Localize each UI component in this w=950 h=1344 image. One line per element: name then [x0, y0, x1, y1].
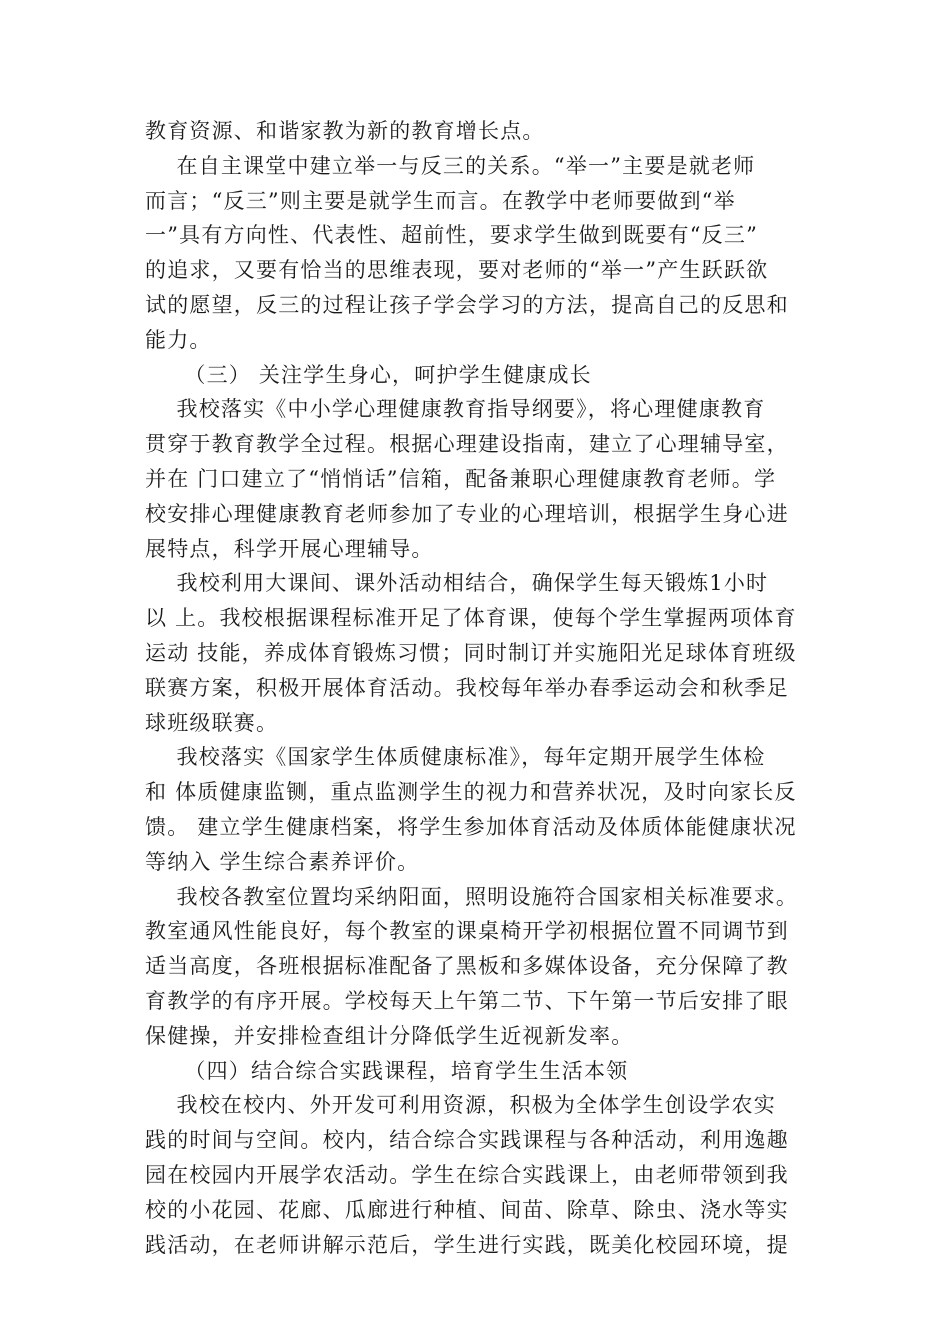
text-line: 园在校园内开展学农活动。学生在综合实践课上，由老师带领到我	[145, 1162, 789, 1187]
text-line: 并在 门口建立了“悄悄话”信箱，配备兼职心理健康教育老师。学	[145, 466, 777, 491]
text-line: 等纳入 学生综合素养评价。	[145, 849, 420, 874]
text-line: 校安排心理健康教育老师参加了专业的心理培训，根据学生身心进	[145, 501, 789, 526]
text-line: 我校在校内、外开发可利用资源，积极为全体学生创设学农实	[145, 1093, 776, 1118]
text-line: 在自主课堂中建立举一与反三的关系。“举一”主要是就老师	[145, 153, 756, 178]
text-line: 我校利用大课间、课外活动相结合，确保学生每天锻炼1小时	[145, 571, 769, 596]
text-line: 展特点，科学开展心理辅导。	[145, 536, 434, 561]
text-line: 的追求，又要有恰当的思维表现，要对老师的“举一”产生跃跃欲	[145, 258, 769, 283]
text-line: 我校落实《国家学生体质健康标准》，每年定期开展学生体检	[145, 745, 766, 770]
section-heading: （三） 关注学生身心，呵护学生健康成长	[145, 362, 592, 387]
text-line: 以 上。我校根据课程标准开足了体育课，使每个学生掌握两项体育	[145, 606, 797, 631]
text-line: 我校各教室位置均采纳阳面，照明设施符合国家相关标准要求。	[145, 884, 799, 909]
text-line: 贯穿于教育教学全过程。根据心理建设指南，建立了心理辅导室，	[145, 432, 789, 457]
text-line: 和 体质健康监铡，重点监测学生的视力和营养状况，及时向家长反	[145, 780, 797, 805]
document-body	[145, 114, 805, 1262]
text-line: 我校落实《中小学心理健康教育指导纲要》，将心理健康教育	[145, 397, 766, 422]
text-line: 教室通风性能良好，每个教室的课桌椅开学初根据位置不同调节到	[145, 919, 789, 944]
text-line: 践活动，在老师讲解示范后，学生进行实践，既美化校园环境，提	[145, 1232, 789, 1257]
text-line: 校的小花园、花廊、瓜廊进行种植、间苗、除草、除虫、浇水等实	[145, 1197, 789, 1222]
text-line: 试的愿望，反三的过程让孩子学会学习的方法，提高自己的反思和	[145, 292, 789, 317]
text-line: 能力。	[145, 327, 212, 352]
text-line: 运动 技能，养成体育锻炼习惯；同时制订并实施阳光足球体育班级	[145, 640, 797, 665]
text-line: 联赛方案，积极开展体育活动。我校每年举办春季运动会和秋季足	[145, 675, 789, 700]
text-line: 教育资源、和谐家教为新的教育增长点。	[145, 119, 545, 143]
text-line: 践的时间与空间。校内，结合综合实践课程与各种活动，利用逸趣	[145, 1128, 789, 1153]
section-heading: （四）结合综合实践课程，培育学生生活本领	[145, 1058, 629, 1083]
text-line: 馈。 建立学生健康档案，将学生参加体育活动及体质体能健康状况	[145, 814, 797, 839]
text-line: 一”具有方向性、代表性、超前性，要求学生做到既要有“反三”	[145, 223, 759, 248]
text-line: 而言；“反三”则主要是就学生而言。在教学中老师要做到“举	[145, 188, 736, 213]
text-line: 保健操，并安排检查组计分降低学生近视新发率。	[145, 1023, 634, 1048]
text-line: 适当高度，各班根据标准配备了黑板和多媒体设备，充分保障了教	[145, 954, 789, 979]
text-line: 育教学的有序开展。学校每天上午第二节、下午第一节后安排了眼	[145, 988, 789, 1013]
text-line: 球班级联赛。	[145, 710, 279, 735]
